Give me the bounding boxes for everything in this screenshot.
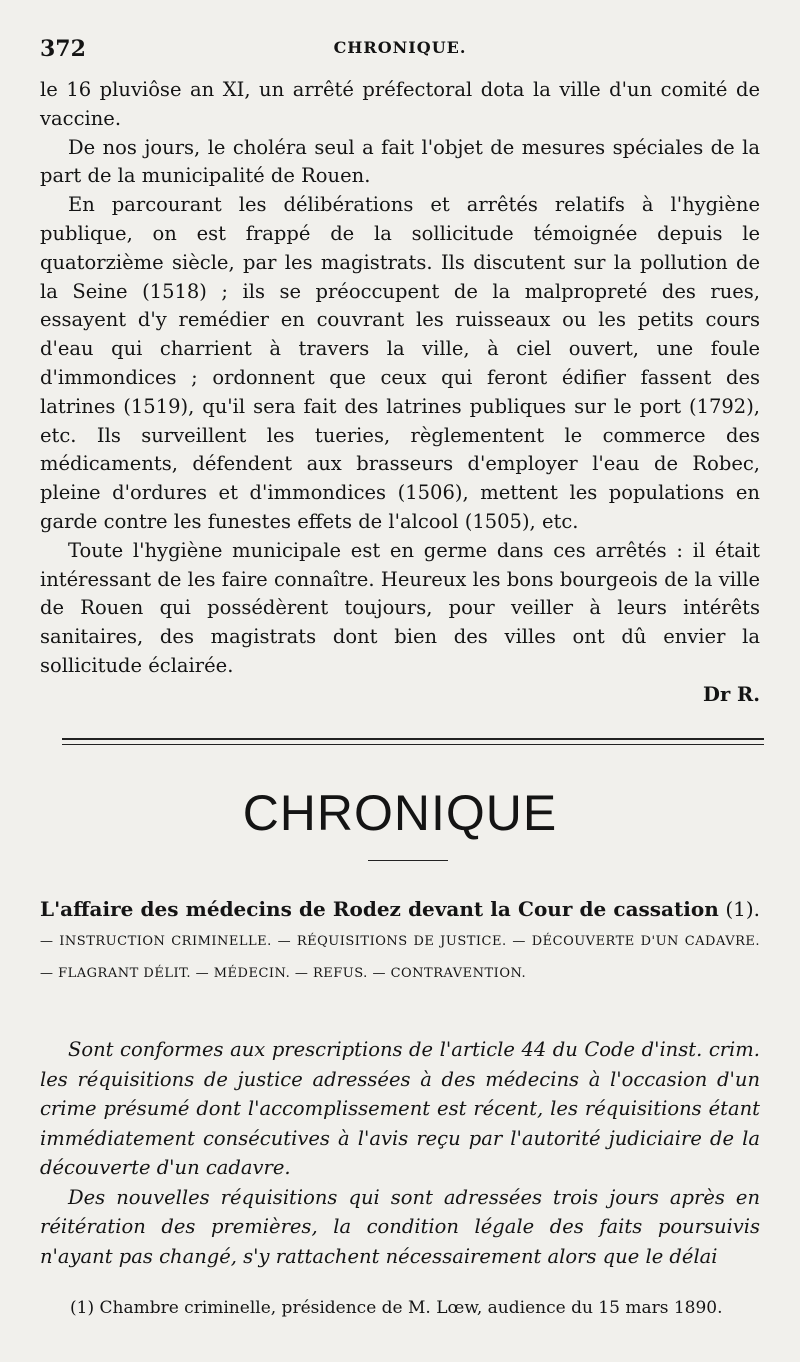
footnote: (1) Chambre criminelle, présidence de M. Lœw, audience du 15 mars 1890.: [70, 1298, 723, 1318]
section-divider-thick: [62, 738, 764, 740]
page-header: [40, 36, 760, 66]
section-divider-thin: [62, 744, 764, 745]
signature: Dr R.: [703, 682, 760, 706]
title-underline: [368, 860, 448, 861]
article-keywords: — INSTRUCTION CRIMINELLE. — RÉQUISITIONS DE JUSTICE. — DÉCOUVERTE D'UN CADAVRE. — FLAGRANT DÉLIT. — MÉDECIN. — REFUS. — CONTRAVENTION.: [40, 934, 760, 981]
paragraph-cholera: De nos jours, le choléra seul a fait l'objet de mesures spéciales de la part de la municipalité de Rouen.: [40, 135, 760, 188]
summary-paragraph-1: Sont conformes aux prescriptions de l'article 44 du Code d'inst. crim. les réquisitions de justice adressées à des médecins à l'occasion d'un crime présumé dont l'accomplissement est récent, les réquisitions étant immédiatement consécutives à l'avis reçu par l'autorité judiciaire de la découverte d'un cadavre.: [40, 1038, 760, 1179]
signature-line: [40, 681, 760, 710]
article-title: L'affaire des médecins de Rodez devant la Cour de cassation: [40, 897, 719, 921]
footnote-ref: (1).: [725, 897, 760, 921]
article-title-block: [40, 895, 760, 988]
summary-paragraph-2: Des nouvelles réquisitions qui sont adressées trois jours après en réitération des premières, la condition légale des faits poursuivis n'ayant pas changé, s'y rattachent nécessairement alors que le délai: [40, 1185, 760, 1268]
article-heading: [40, 895, 760, 988]
article-summary: [40, 1035, 760, 1271]
paragraph-hygiene-municipale: Toute l'hygiène municipale est en germe dans ces arrêtés : il était intéressant de les faire connaître. Heureux les bons bourgeois de la ville de Rouen qui possédèrent toujours, pour veiller à leurs intérêts sanitaires, des magistrats dont bien des villes ont dû envier la sollicitude éclairée.: [40, 538, 760, 677]
page-number: 372: [40, 36, 86, 62]
paragraph-vaccine: le 16 pluviôse an XI, un arrêté préfectoral dota la ville d'un comité de vaccine.: [40, 78, 760, 130]
paragraph-deliberations: En parcourant les délibérations et arrêtés relatifs à l'hygiène publique, on est frappé de la sollicitude témoignée depuis le quatorzième siècle, par les magistrats. Ils discutent sur la pollution de la Seine (1518) ; ils se préoccupent de la malpropreté des rues, essayent d'y remédier en couvrant les ruisseaux ou les petits cours d'eau qui charrient à travers la ville, à ciel ouvert, une foule d'immondices ; ordonnent que ceux qui feront édifier fassent des latrines (1519), qu'il sera fait des latrines publiques sur le port (1792), etc. Ils surveillent les tueries, règlementent le commerce des médicaments, défendent aux brasseurs d'employer l'eau de Robec, pleine d'ordures et d'immondices (1506), mettent les populations en garde contre les funestes effets de l'alcool (1505), etc.: [40, 193, 760, 533]
previous-article: [40, 76, 760, 710]
section-title: CHRONIQUE: [242, 785, 558, 841]
running-title: CHRONIQUE.: [333, 38, 467, 57]
